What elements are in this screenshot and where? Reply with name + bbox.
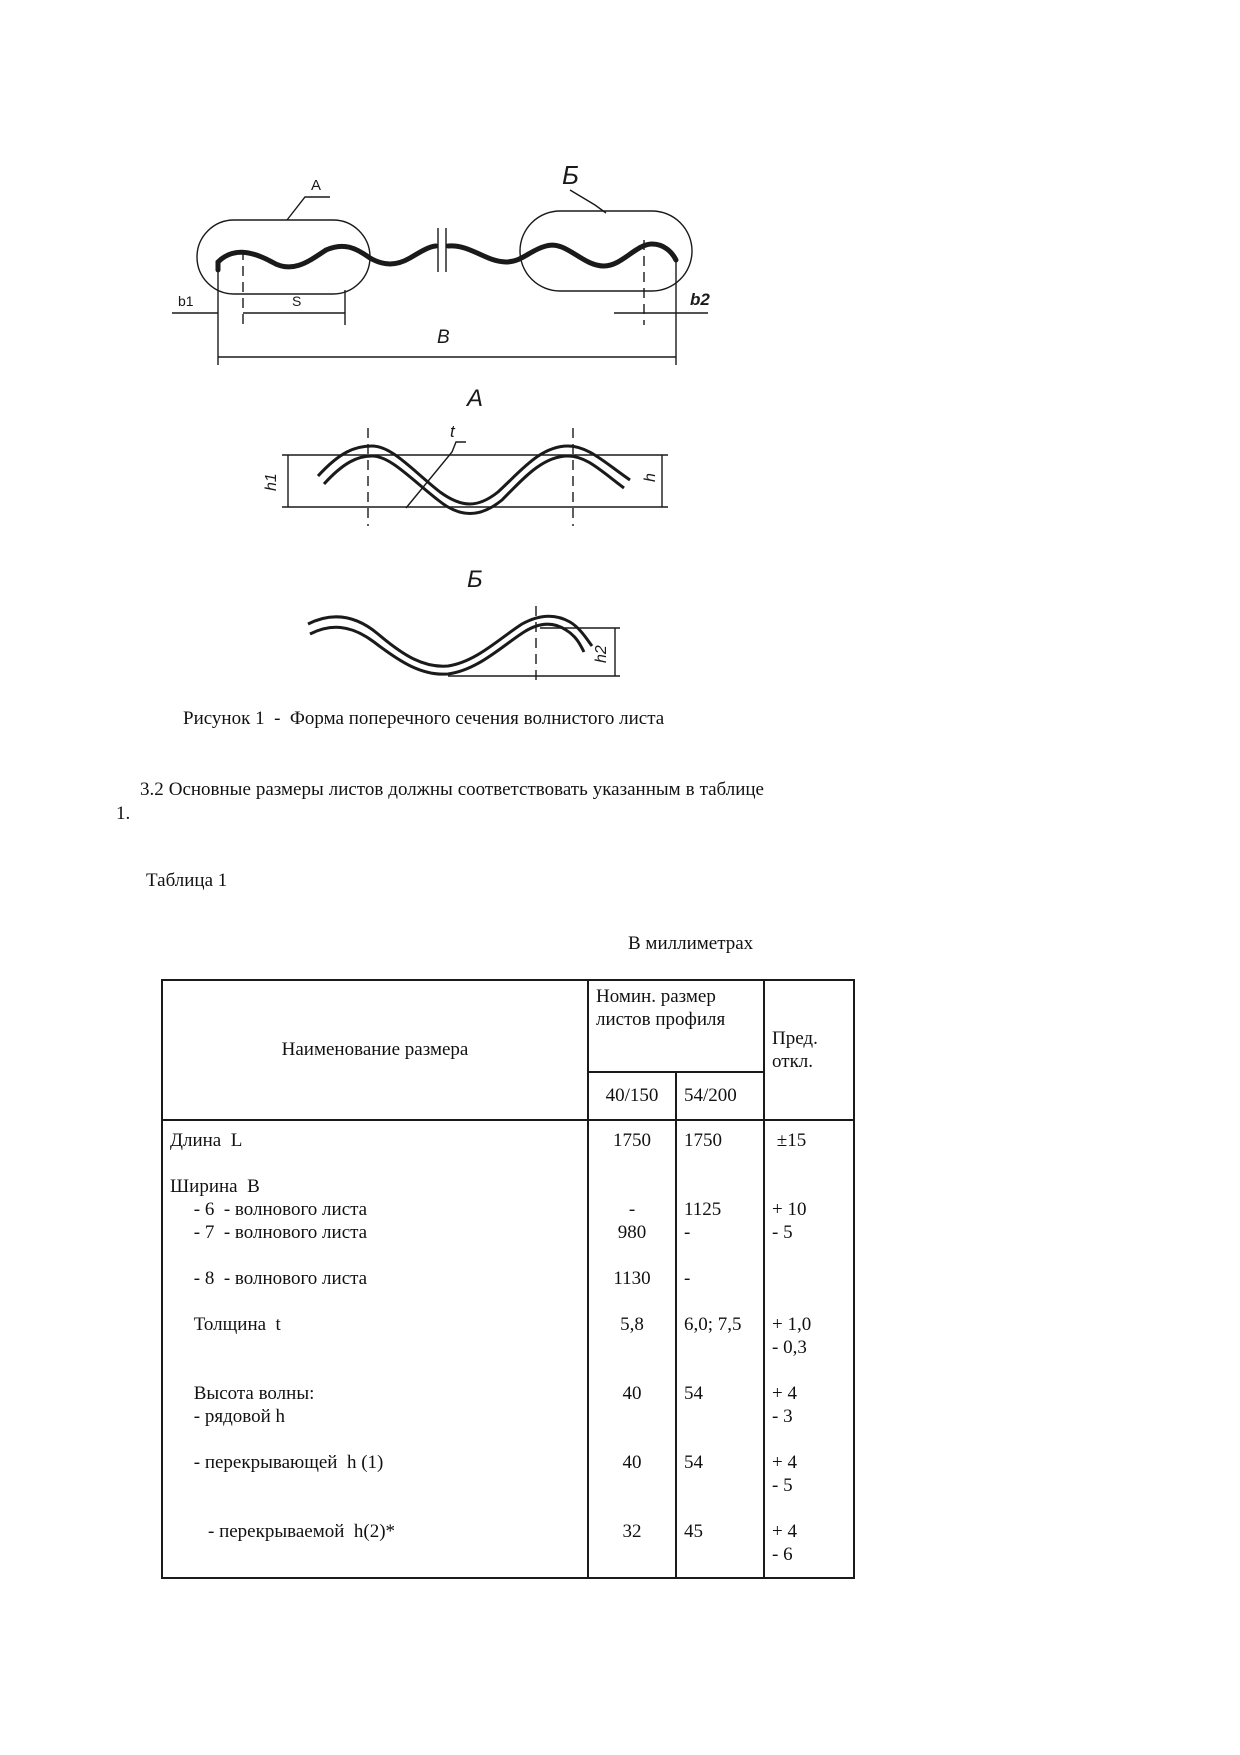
column-tolerance [764,1120,854,1578]
table-cell-line: 54 [684,1383,703,1404]
table-cell-line [596,1152,668,1175]
table-cell-line: 1750 [684,1130,722,1151]
table-cell-line: - перекрывающей h (1) [170,1452,384,1473]
column-size-names [162,1120,588,1578]
table-cell-line [596,1405,668,1428]
table-cell-line [170,1474,580,1497]
table-cell-line [772,1267,846,1290]
table-cell-line: 40 [622,1383,642,1404]
table-cell-line [170,1152,580,1175]
table-cell-line [684,1497,756,1520]
detail-a-title: А [467,385,484,412]
table-cell-line: 6,0; 7,5 [684,1314,742,1335]
header-tolerance: Пред. откл. [764,980,854,1120]
table-cell-line: - 6 [772,1544,793,1565]
callout-a-leader [287,197,330,220]
section-paragraph: 3.2 Основные размеры листов должны соответствовать указанным в таблице 1. [116,779,764,824]
main-profile-left [218,246,436,270]
table-cell-line: + 4 [772,1452,797,1473]
table-cell-line: - [684,1222,691,1243]
table-cell-line: 5,8 [620,1314,644,1335]
table-cell-line: - [628,1199,636,1220]
table-cell-line [684,1474,756,1497]
dimensions-table [161,979,855,1579]
table-cell-line [596,1474,668,1497]
table-cell-line: - 6 - волнового листа [170,1199,368,1220]
label-s: S [292,293,302,309]
label-h2: h2 [593,645,610,663]
table-cell-line [596,1497,668,1520]
table-cell-line: + 1,0 [772,1314,812,1335]
table-cell-line [772,1244,846,1267]
table-cell-line [684,1244,756,1267]
header-nominal: Номин. размер листов профиля [588,980,764,1072]
table-cell-line: 54 [684,1452,703,1473]
table-cell-line: + 10 [772,1199,807,1220]
table-cell-line [684,1405,756,1428]
table-cell-line [772,1290,846,1313]
table-cell-line: Толщина t [170,1314,281,1335]
table-cell-line: - 3 [772,1406,793,1427]
table-cell-line [596,1290,668,1313]
table-cell-line: - 5 [772,1222,793,1243]
table-cell-line: Длина L [170,1130,243,1151]
table-cell-line: - [684,1268,691,1289]
table-cell-line: - 8 - волнового листа [170,1268,368,1289]
table-cell-line [684,1359,756,1382]
label-callout-b: Б [562,160,579,190]
table-cell-line [170,1244,580,1267]
label-callout-a: А [311,177,322,194]
table-cell-line [772,1497,846,1520]
table-cell-line [170,1497,580,1520]
header-profile-40-150: 40/150 [588,1072,676,1120]
label-h: h [642,473,659,482]
table-cell-line: 1125 [684,1199,722,1220]
label-width-b: B [437,327,450,348]
column-profile-40-150 [588,1120,676,1578]
table-cell-line: + 4 [772,1383,797,1404]
table-cell-line [684,1290,756,1313]
table-cell-line: 980 [617,1222,647,1243]
table-cell-line [772,1359,846,1382]
table-cell-line: - рядовой h [170,1406,285,1427]
table-cell-line: 40 [622,1452,642,1473]
table-cell-line [170,1290,580,1313]
header-name: Наименование размера [162,980,588,1120]
table-cell-line: Ширина B [170,1176,260,1197]
table-title: Таблица 1 [146,870,228,891]
table-cell-line: - 7 - волнового листа [170,1222,368,1243]
label-t: t [450,422,455,441]
table-cell-line [684,1152,756,1175]
table-cell-line: - перекрываемой h(2)* [170,1521,396,1542]
label-b2: b2 [690,290,710,309]
table-cell-line [772,1152,846,1175]
table-cell-line [596,1359,668,1382]
table-cell-line: 32 [622,1521,642,1542]
header-profile-54-200: 54/200 [676,1072,764,1120]
table-cell-line: ±15 [772,1130,807,1151]
table-cell-line: Высота волны: [170,1383,315,1404]
label-h1: h1 [263,473,280,491]
column-profile-54-200 [676,1120,764,1578]
table-cell-line: + 4 [772,1521,797,1542]
table-cell-line [170,1336,580,1359]
table-cell-line: - 5 [772,1475,793,1496]
table-units: В миллиметрах [628,933,754,954]
table-cell-line [684,1428,756,1451]
table-cell-line [170,1428,580,1451]
table-cell-line [772,1175,846,1198]
table-cell-line [170,1359,580,1382]
table-cell-line [596,1428,668,1451]
table-cell-line [596,1244,668,1267]
table-cell-line: 1130 [613,1268,651,1289]
table-cell-line [684,1175,756,1198]
detail-b-title: Б [467,566,483,593]
label-b1: b1 [178,293,194,309]
table-cell-line [596,1175,668,1198]
table-cell-line [596,1336,668,1359]
table-cell-line: 1750 [613,1130,651,1151]
table-cell-line: - 0,3 [772,1337,807,1358]
table-cell-line [684,1336,756,1359]
table-cell-line [772,1428,846,1451]
callout-b-leader [570,190,606,213]
figure-caption: Рисунок 1 - Форма поперечного сечения волнистого листа [183,708,665,729]
cross-section-figure [0,0,1240,700]
table-cell-line: 45 [684,1521,703,1542]
main-profile-right [448,244,676,266]
